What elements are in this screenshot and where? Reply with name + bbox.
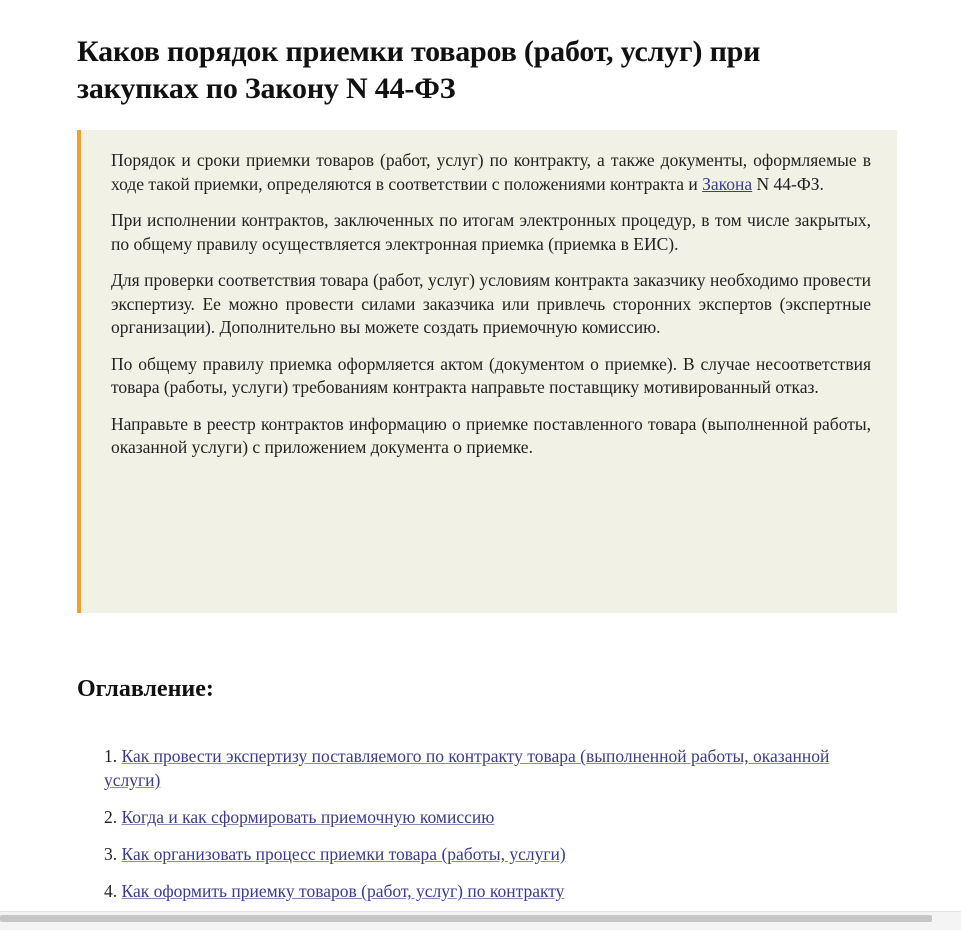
summary-paragraph-1-text: Порядок и сроки приемки товаров (работ, услуг) по контракту, а также документы, оформляемые в ходе такой приемки, определяются в соответствии с положениями контракта и (111, 150, 871, 194)
page-title: Каков порядок приемки товаров (работ, услуг) при закупках по Закону N 44-ФЗ (77, 35, 761, 105)
horizontal-scrollbar[interactable] (0, 911, 961, 930)
toc-item-number: 3. (104, 844, 118, 864)
toc-item-number: 1. (104, 746, 118, 766)
toc-item (104, 744, 844, 792)
table-of-contents (104, 744, 844, 911)
toc-item (104, 842, 844, 866)
summary-paragraph-2: При исполнении контрактов, заключенных по итогам электронных процедур, в том числе закрытых, по общему правилу осуществляется электронная приемка (приемка в ЕИС). (111, 210, 871, 254)
summary-callout (77, 130, 897, 613)
toc-title: Оглавление: (77, 676, 214, 702)
summary-paragraph-1-tail: N 44-ФЗ. (752, 173, 824, 194)
toc-item (104, 805, 844, 829)
law-link[interactable]: Закона (702, 173, 753, 194)
summary-paragraph-1 (111, 149, 871, 196)
toc-link-expertise[interactable]: Как провести экспертизу поставляемого по контракту товара (выполненной работы, оказанной услуги) (104, 746, 830, 790)
horizontal-scrollbar-thumb[interactable] (0, 915, 932, 922)
toc-item-number: 2. (104, 807, 118, 827)
toc-link-formalize-acceptance[interactable]: Как оформить приемку товаров (работ, услуг) по контракту (121, 881, 565, 901)
toc-item-number: 4. (104, 881, 118, 901)
summary-paragraph-5: Направьте в реестр контрактов информацию о приемке поставленного товара (выполненной работы, оказанной услуги) с приложением документа о приемке. (111, 413, 871, 457)
toc-link-organize-acceptance[interactable]: Как организовать процесс приемки товара (работы, услуги) (121, 844, 566, 864)
summary-paragraph-3: Для проверки соответствия товара (работ, услуг) условиям контракта заказчику необходимо провести экспертизу. Ее можно провести силами заказчика или привлечь сторонних экспертов (экспертные организации). Дополнительно вы можете создать приемочную комиссию. (111, 270, 871, 337)
toc-item (104, 879, 844, 903)
summary-paragraph-4: По общему правилу приемка оформляется актом (документом о приемке). В случае несоответствия товара (работы, услуги) требованиям контракта направьте поставщику мотивированный отказ. (111, 353, 871, 397)
toc-link-commission[interactable]: Когда и как сформировать приемочную комиссию (121, 807, 495, 827)
